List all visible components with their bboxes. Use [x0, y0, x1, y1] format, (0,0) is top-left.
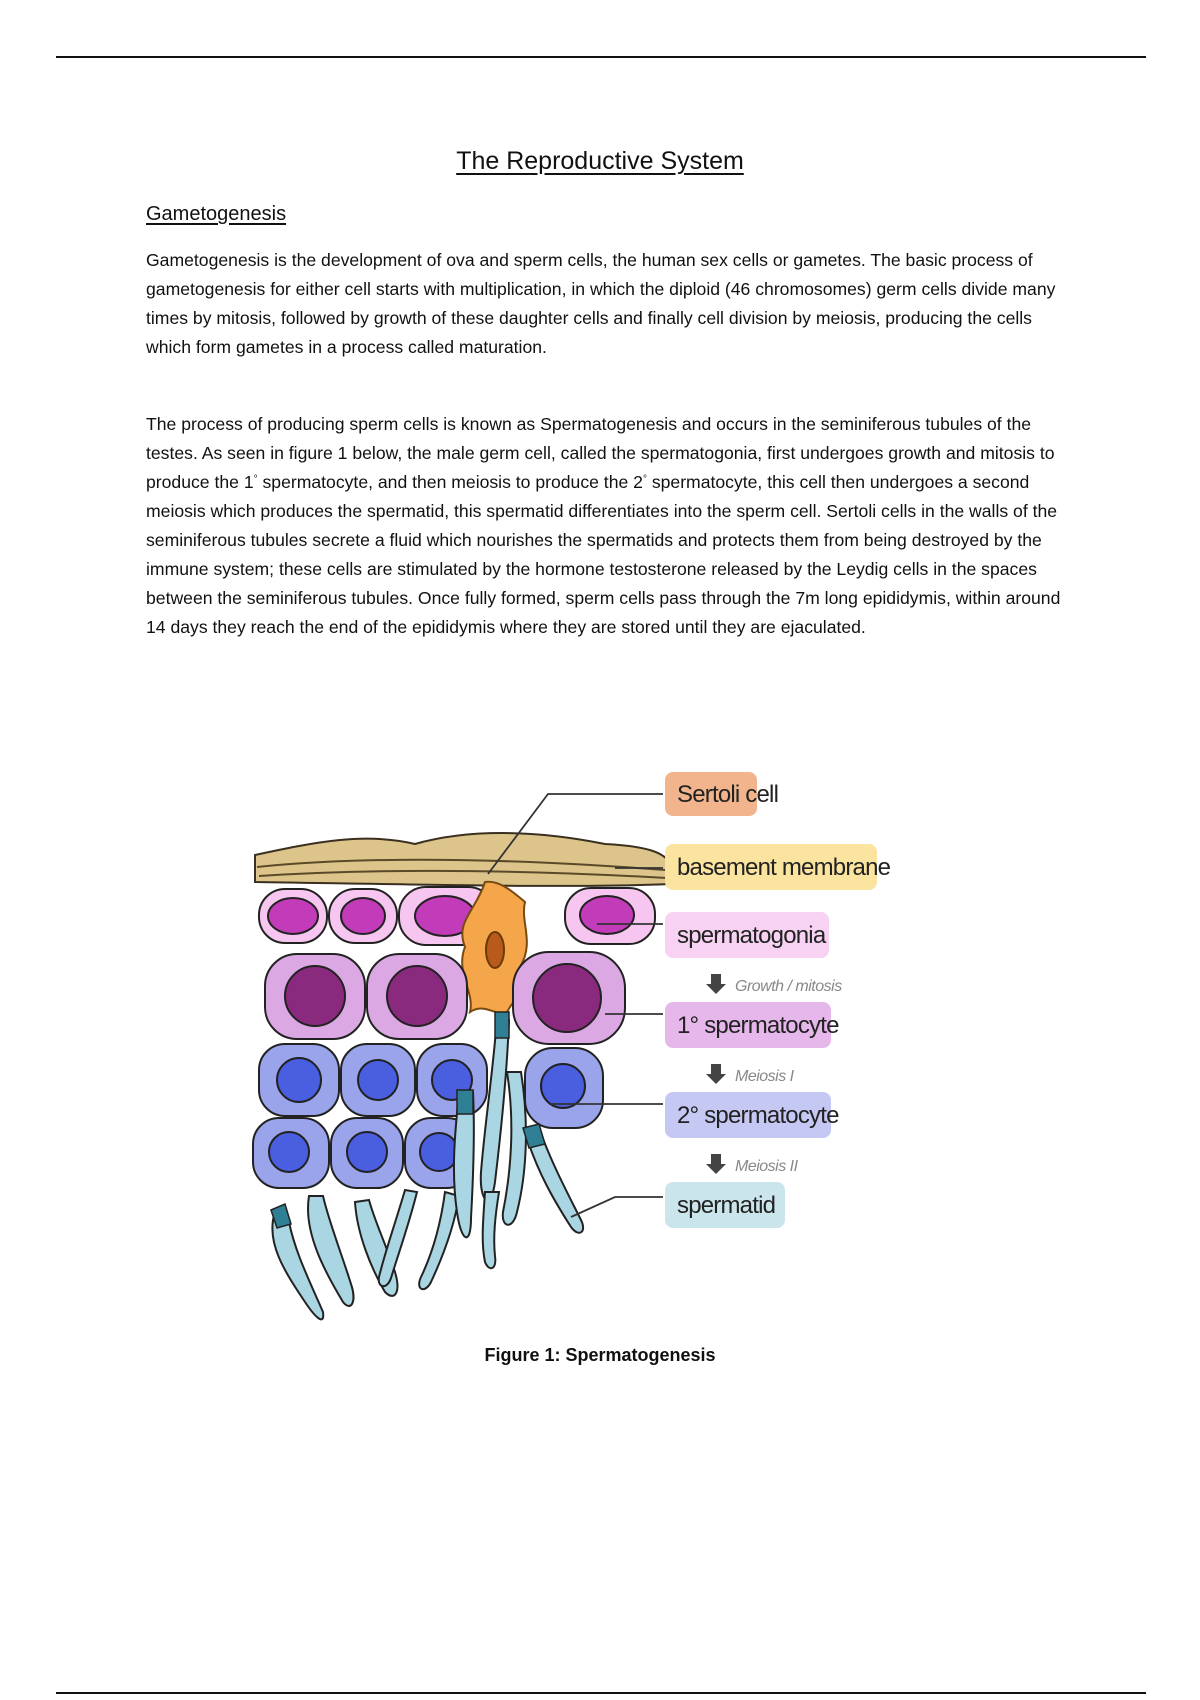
down-arrow-icon — [706, 974, 726, 994]
section-heading: Gametogenesis — [146, 203, 287, 225]
secondary-spermatocyte-nucleus — [420, 1133, 458, 1171]
label-text: spermatid — [677, 1192, 776, 1219]
spermatogonia-cells — [259, 887, 655, 945]
paragraph-spermatogenesis — [146, 410, 1066, 642]
down-arrow-icon — [706, 1154, 726, 1174]
paragraph-text: The process of producing sperm cells is known as Spermatogenesis and occurs in the seminiferous tubules of the testes. As seen in figure 1 below, the male germ cell, called the spermatogonia, first undergoes growth and mitosis to produce the 1 — [146, 414, 1055, 492]
primary-spermatocytes — [265, 952, 625, 1044]
step-label: Growth / mitosis — [735, 978, 842, 995]
step-label: Meiosis I — [735, 1068, 794, 1085]
label-primary-spermatocyte — [665, 1002, 839, 1048]
label-text: 1° spermatocyte — [677, 1012, 839, 1039]
secondary-spermatocyte-nucleus — [269, 1132, 309, 1172]
page-title: The Reproductive System — [456, 147, 744, 175]
spermatid-head — [457, 1090, 473, 1114]
spermatogonium-nucleus — [268, 898, 318, 934]
leader-spermatid — [571, 1197, 663, 1217]
primary-spermatocyte-nucleus — [285, 966, 345, 1026]
spermatogenesis-diagram — [245, 772, 965, 1332]
degree-sign: ° — [253, 474, 258, 485]
top-rule — [56, 56, 1146, 58]
secondary-spermatocyte-nucleus — [277, 1058, 321, 1102]
figure-caption: Figure 1: Spermatogenesis — [484, 1345, 716, 1365]
label-sertoli-cell — [665, 772, 778, 816]
spermatid — [308, 1196, 353, 1306]
paragraph-text: spermatocyte, and then meiosis to produce the 2 — [257, 472, 643, 492]
label-spermatogonia — [665, 912, 829, 958]
label-secondary-spermatocyte — [665, 1092, 839, 1138]
step-meiosis-1 — [706, 1064, 795, 1085]
label-basement-membrane — [665, 844, 891, 890]
degree-sign: ° — [642, 474, 647, 485]
step-label: Meiosis II — [735, 1158, 798, 1175]
down-arrow-icon — [706, 1064, 726, 1084]
label-text: spermatogonia — [677, 922, 826, 949]
spermatid-head — [495, 1012, 509, 1038]
spermatid — [503, 1072, 526, 1225]
paragraph-gametogenesis: Gametogenesis is the development of ova and sperm cells, the human sex cells or gametes. The basic process of gametogenesis for either cell starts with multiplication, in which the diploid (46 chromosomes) germ cells divide many times by mitosis, followed by growth of these daughter cells and finally cell division by meiosis, producing the cells which form gametes in a process called maturation. — [146, 250, 1056, 357]
paragraph-text: spermatocyte, this cell then undergoes a second meiosis which produces the spermatid, this spermatid differentiates into the sperm cell. Sertoli cells in the walls of the seminiferous tubules secrete a fluid which nourishes the spermatids and protects them from being destroyed by the immune system; these cells are stimulated by the hormone testosterone released by the Leydig cells in the spaces between the seminiferous tubules. Once fully formed, sperm cells pass through the 7m long epididymis, within around 14 days they reach the end of the epididymis where they are stored until they are ejaculated. — [146, 472, 1061, 637]
secondary-spermatocyte-nucleus — [347, 1132, 387, 1172]
label-text: basement membrane — [677, 854, 891, 881]
label-text: 2° spermatocyte — [677, 1102, 839, 1129]
label-text: Sertoli cell — [677, 781, 779, 808]
primary-spermatocyte-nucleus — [533, 964, 601, 1032]
spermatid — [483, 1192, 499, 1268]
primary-spermatocyte-nucleus — [387, 966, 447, 1026]
secondary-spermatocyte-nucleus — [358, 1060, 398, 1100]
bottom-rule — [56, 1692, 1146, 1694]
sertoli-nucleus — [486, 932, 504, 968]
secondary-spermatocyte-nucleus — [541, 1064, 585, 1108]
step-meiosis-2 — [706, 1154, 799, 1175]
spermatogonium-nucleus — [341, 898, 385, 934]
spermatid — [481, 1018, 509, 1200]
step-growth-mitosis — [706, 974, 842, 995]
spermatogenesis-figure — [245, 772, 965, 1332]
spermatid — [379, 1190, 417, 1286]
spermatid — [419, 1192, 459, 1289]
label-spermatid — [665, 1182, 785, 1228]
spermatogonium-nucleus — [580, 896, 634, 934]
